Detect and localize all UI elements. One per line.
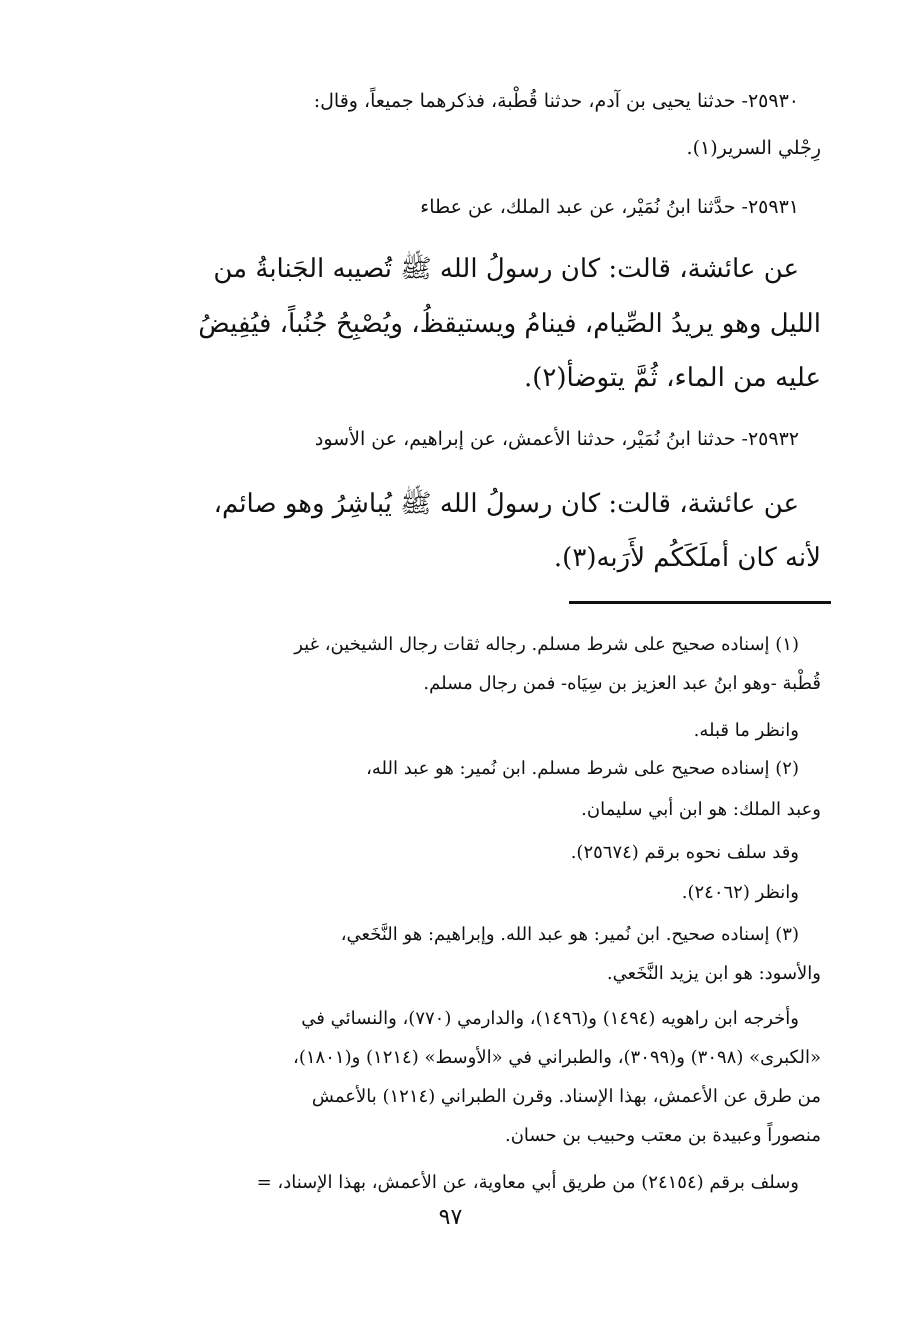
footnote-3-line-2: والأسود: هو ابن يزيد النَّخَعي. (606, 963, 821, 984)
footnote-1-line-2: قُطْبة -وهو ابنُ عبد العزيز بن سِيَاه- فمن رجال مسلم. (423, 673, 821, 694)
hadith-25930-line-1: ٢٥٩٣٠- حدثنا يحيى بن آدم، حدثنا قُطْبة، فذكرهما جميعاً، وقال: (313, 90, 799, 112)
hadith-25932-matn-line-1: عن عائشة، قالت: كان رسولُ الله ﷺ يُباشِرُ وهو صائم، (213, 489, 799, 519)
hadith-25932-matn-line-2: لأنه كان أملَكَكُم لأَرَبه(٣). (553, 543, 821, 573)
hadith-25931-matn-line-2: الليل وهو يريدُ الصِّيام، فينامُ ويستيقظُ، ويُصْبِحُ جُنُباً، فيُفِيضُ (198, 309, 821, 339)
footnote-2-line-1: (٢) إسناده صحيح على شرط مسلم. ابن نُمير: هو عبد الله، (366, 758, 799, 779)
hadith-25931-matn-line-3: عليه من الماء، ثُمَّ يتوضأ(٢). (524, 363, 821, 393)
footnote-divider (569, 601, 831, 604)
footnote-1-line-1: (١) إسناده صحيح على شرط مسلم. رجاله ثقات رجال الشيخين، غير (294, 634, 799, 655)
hadith-25931-isnad: ٢٥٩٣١- حدَّثنا ابنُ نُمَيْر، عن عبد الملك، عن عطاء (420, 196, 799, 218)
hadith-25932-isnad: ٢٥٩٣٢- حدثنا ابنُ نُمَيْر، حدثنا الأعمش، عن إبراهيم، عن الأسود (314, 428, 799, 450)
page-number: ٩٧ (438, 1205, 463, 1230)
hadith-25931-matn-line-1: عن عائشة، قالت: كان رسولُ الله ﷺ تُصيبه الجَنابةُ من (213, 254, 799, 284)
footnote-1-line-3: وانظر ما قبله. (693, 720, 799, 741)
footnote-3-line-5: من طرق عن الأعمش، بهذا الإسناد. وقرن الطبراني (١٢١٤) بالأعمش (311, 1086, 821, 1107)
footnote-3-line-6: منصوراً وعبيدة بن معتب وحبيب بن حسان. (504, 1125, 821, 1146)
footnote-2-line-2: وعبد الملك: هو ابن أبي سليمان. (581, 799, 821, 820)
footnote-3-line-1: (٣) إسناده صحيح. ابن نُمير: هو عبد الله. وإبراهيم: هو النَّخَعي، (340, 924, 799, 945)
footnote-3-line-3: وأخرجه ابن راهويه (١٤٩٤) و(١٤٩٦)، والدارمي (٧٧٠)، والنسائي في (301, 1008, 799, 1029)
footnote-2-line-3: وقد سلف نحوه برقم (٢٥٦٧٤). (570, 842, 799, 863)
footnote-3-line-4: «الكبرى» (٣٠٩٨) و(٣٠٩٩)، والطبراني في «الأوسط» (١٢١٤) و(١٨٠١)، (293, 1047, 821, 1068)
footnote-2-line-4: وانظر (٢٤٠٦٢). (681, 882, 799, 903)
footnote-3-line-7: وسلف برقم (٢٤١٥٤) من طريق أبي معاوية، عن الأعمش، بهذا الإسناد، = (256, 1172, 799, 1193)
hadith-25930-line-2: رِجْلي السرير(١). (686, 137, 821, 159)
